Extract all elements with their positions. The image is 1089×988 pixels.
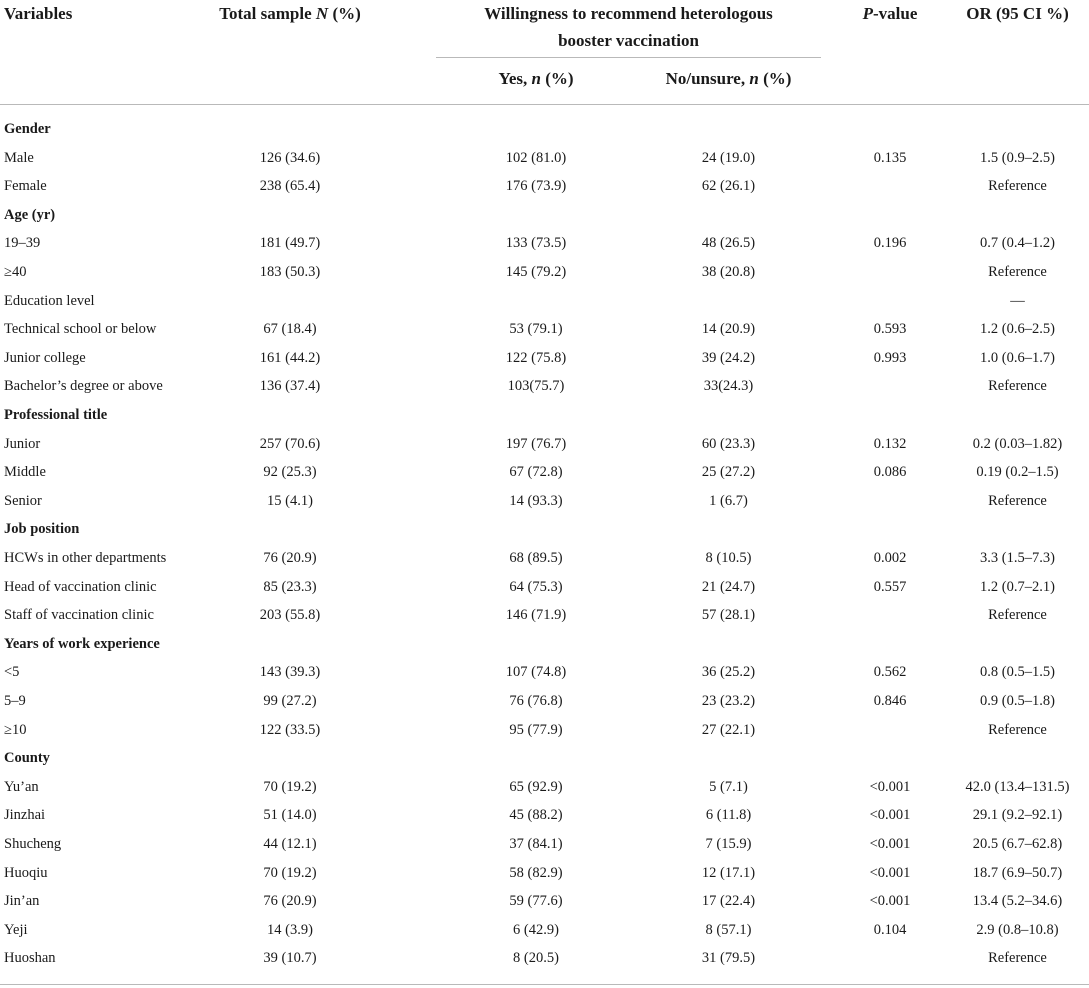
cell-yes: 107 (74.8)	[505, 664, 567, 681]
cell-total: 67 (18.4)	[263, 321, 317, 338]
cell-p: 0.593	[873, 321, 907, 338]
cell-no: 24 (19.0)	[701, 149, 756, 166]
cell-yes: 133 (73.5)	[505, 235, 567, 252]
section-header-row	[0, 745, 1089, 774]
cell-label: Yu’an	[4, 778, 39, 795]
cell-or: 0.19 (0.2–1.5)	[976, 464, 1059, 481]
cell-total: 15 (4.1)	[267, 492, 313, 509]
cell-p: 0.846	[873, 693, 907, 709]
table-row	[0, 288, 1089, 317]
cell-label: 19–39	[4, 235, 41, 252]
cell-total: 39 (10.7)	[263, 950, 317, 967]
section-header-row	[0, 202, 1089, 231]
cell-label: Female	[4, 178, 47, 195]
cell-no: 33(24.3)	[703, 378, 754, 395]
cell-label: HCWs in other departments	[4, 550, 167, 566]
section-title: County	[4, 750, 50, 767]
cell-total: 76 (20.9)	[263, 893, 317, 910]
cell-total: 92 (25.3)	[263, 464, 317, 481]
cell-label: 5–9	[4, 693, 26, 709]
table-row	[0, 173, 1089, 202]
cell-label: Bachelor’s degree or above	[4, 378, 163, 395]
cell-label: Middle	[4, 464, 46, 481]
cell-or: 0.7 (0.4–1.2)	[980, 235, 1055, 252]
table-row	[0, 688, 1089, 717]
cell-label: Huoqiu	[4, 864, 48, 881]
header-variables-label: Variables	[4, 4, 73, 23]
header-no	[636, 65, 821, 92]
table-row	[0, 259, 1089, 288]
cell-total: 203 (55.8)	[259, 607, 321, 624]
cell-yes: 37 (84.1)	[509, 836, 563, 852]
header-pvalue	[845, 0, 935, 27]
cell-p: <0.001	[869, 807, 911, 824]
cell-label: Staff of vaccination clinic	[4, 607, 154, 624]
table-row	[0, 545, 1089, 574]
section-header-row	[0, 116, 1089, 145]
cell-p: 0.132	[873, 435, 907, 452]
cell-no: 57 (28.1)	[701, 607, 756, 624]
cell-or: 2.9 (0.8–10.8)	[976, 921, 1059, 938]
cell-yes: 59 (77.6)	[509, 893, 563, 910]
cell-p: <0.001	[869, 893, 911, 910]
cell-no: 62 (26.1)	[701, 178, 756, 195]
cell-or: Reference	[988, 721, 1047, 738]
section-header-row	[0, 402, 1089, 431]
table-row	[0, 917, 1089, 946]
table-row	[0, 373, 1089, 402]
cell-total: 51 (14.0)	[263, 807, 317, 824]
cell-yes: 197 (76.7)	[505, 435, 567, 452]
cell-total: 238 (65.4)	[259, 178, 321, 195]
section-title: Professional title	[4, 407, 108, 423]
cell-p: 0.104	[873, 921, 907, 938]
cell-label: Technical school or below	[4, 321, 157, 338]
header-total-unit: (%)	[328, 4, 361, 23]
cell-or: Reference	[988, 378, 1047, 395]
section-title: Years of work experience	[4, 635, 160, 652]
cell-yes: 122 (75.8)	[505, 349, 567, 366]
cell-label: Head of vaccination clinic	[4, 578, 157, 595]
cell-label: Yeji	[4, 921, 28, 938]
header-total-label: Total sample	[219, 4, 316, 23]
cell-p: <0.001	[869, 778, 911, 795]
cell-no: 23 (23.2)	[701, 693, 756, 709]
cell-no: 21 (24.7)	[701, 578, 756, 595]
cell-total: 143 (39.3)	[259, 664, 321, 681]
header-yes-var: n	[531, 69, 541, 88]
cell-label: Jin’an	[4, 893, 40, 910]
section-header-row	[0, 631, 1089, 660]
cell-yes: 103(75.7)	[507, 378, 565, 395]
table-row	[0, 888, 1089, 917]
cell-no: 60 (23.3)	[701, 435, 756, 452]
cell-yes: 14 (93.3)	[509, 492, 563, 509]
cell-total: 161 (44.2)	[259, 349, 321, 366]
cell-total: 85 (23.3)	[263, 578, 317, 595]
cell-no: 25 (27.2)	[701, 464, 756, 481]
table-bottom-rule	[0, 984, 1089, 985]
cell-or: —	[1010, 292, 1025, 309]
cell-or: 1.2 (0.6–2.5)	[980, 321, 1055, 338]
cell-label: <5	[4, 664, 20, 681]
cell-no: 27 (22.1)	[701, 721, 756, 738]
cell-yes: 146 (71.9)	[505, 607, 567, 624]
table-row	[0, 802, 1089, 831]
header-willingness-line2: booster vaccination	[558, 31, 699, 50]
cell-label: Male	[4, 149, 34, 166]
table-row	[0, 431, 1089, 460]
header-subrule	[436, 57, 821, 58]
cell-total: 181 (49.7)	[259, 235, 321, 252]
header-total-var: N	[315, 4, 329, 23]
header-or	[950, 0, 1085, 27]
cell-label: Education level	[4, 292, 95, 309]
cell-label: Junior college	[4, 349, 86, 366]
table-row	[0, 145, 1089, 174]
cell-p: 0.086	[873, 464, 907, 481]
cell-total: 99 (27.2)	[263, 693, 317, 709]
table-row	[0, 488, 1089, 517]
section-header-row	[0, 516, 1089, 545]
cell-or: 1.5 (0.9–2.5)	[980, 149, 1055, 166]
cell-yes: 65 (92.9)	[509, 778, 563, 795]
cell-total: 70 (19.2)	[263, 778, 317, 795]
cell-or: 18.7 (6.9–50.7)	[972, 864, 1063, 881]
header-willingness	[436, 0, 821, 54]
cell-yes: 102 (81.0)	[505, 149, 567, 166]
cell-p: 0.135	[873, 149, 907, 166]
cell-no: 8 (57.1)	[705, 921, 752, 938]
cell-no: 1 (6.7)	[709, 492, 748, 509]
cell-p: 0.002	[873, 550, 907, 566]
table-row	[0, 860, 1089, 889]
cell-no: 48 (26.5)	[701, 235, 756, 252]
cell-no: 38 (20.8)	[701, 264, 756, 280]
table-row	[0, 774, 1089, 803]
header-pvalue-var: P	[862, 4, 873, 23]
cell-yes: 95 (77.9)	[509, 721, 563, 738]
cell-no: 12 (17.1)	[701, 864, 756, 881]
cell-no: 6 (11.8)	[705, 807, 752, 824]
table-row	[0, 574, 1089, 603]
cell-no: 14 (20.9)	[701, 321, 756, 338]
cell-yes: 145 (79.2)	[505, 264, 567, 280]
header-pvalue-label: -value	[873, 4, 918, 23]
table-row	[0, 831, 1089, 860]
cell-or: 1.0 (0.6–1.7)	[980, 349, 1055, 366]
header-no-var: n	[749, 69, 759, 88]
cell-yes: 176 (73.9)	[505, 178, 567, 195]
cell-or: 0.8 (0.5–1.5)	[980, 664, 1055, 681]
cell-label: Jinzhai	[4, 807, 46, 824]
cell-or: 0.9 (0.5–1.8)	[980, 693, 1055, 709]
cell-or: Reference	[988, 950, 1047, 967]
cell-no: 8 (10.5)	[705, 550, 752, 566]
cell-total: 257 (70.6)	[259, 435, 321, 452]
cell-total: 126 (34.6)	[259, 149, 321, 166]
cell-p: 0.557	[873, 578, 907, 595]
cell-p: <0.001	[869, 864, 911, 881]
section-title: Gender	[4, 121, 51, 137]
cell-or: Reference	[988, 492, 1047, 509]
cell-label: Shucheng	[4, 836, 62, 852]
cell-p: <0.001	[869, 836, 911, 852]
cell-yes: 68 (89.5)	[509, 550, 563, 566]
cell-no: 17 (22.4)	[701, 893, 756, 910]
header-yes-label: Yes,	[498, 69, 532, 88]
cell-yes: 53 (79.1)	[509, 321, 563, 338]
cell-p: 0.196	[873, 235, 907, 252]
cell-p: 0.562	[873, 664, 907, 681]
table-row	[0, 345, 1089, 374]
cell-total: 44 (12.1)	[263, 836, 317, 852]
cell-label: Junior	[4, 435, 41, 452]
cell-or: 1.2 (0.7–2.1)	[980, 578, 1055, 595]
table-row	[0, 602, 1089, 631]
cell-or: Reference	[988, 178, 1047, 195]
cell-or: 0.2 (0.03–1.82)	[972, 435, 1063, 452]
table-row	[0, 459, 1089, 488]
table-row	[0, 659, 1089, 688]
cell-label: Huoshan	[4, 950, 56, 967]
cell-total: 70 (19.2)	[263, 864, 317, 881]
header-willingness-line1: Willingness to recommend heterologous	[484, 4, 773, 23]
cell-yes: 58 (82.9)	[509, 864, 563, 881]
table-row	[0, 945, 1089, 974]
cell-yes: 45 (88.2)	[509, 807, 563, 824]
cell-total: 14 (3.9)	[267, 921, 313, 938]
section-title: Age (yr)	[4, 206, 56, 223]
cell-total: 122 (33.5)	[259, 721, 321, 738]
section-title: Job position	[4, 521, 80, 538]
cell-or: Reference	[988, 264, 1047, 280]
cell-total: 183 (50.3)	[259, 264, 321, 280]
cell-or: 29.1 (9.2–92.1)	[972, 807, 1063, 824]
cell-label: ≥40	[4, 264, 27, 280]
cell-or: 13.4 (5.2–34.6)	[972, 893, 1063, 910]
cell-no: 39 (24.2)	[701, 349, 756, 366]
table-row	[0, 230, 1089, 259]
cell-p: 0.993	[873, 349, 907, 366]
header-or-label: OR (95 CI %)	[966, 4, 1069, 23]
table-row	[0, 316, 1089, 345]
cell-yes: 67 (72.8)	[509, 464, 563, 481]
header-yes-unit: (%)	[540, 69, 574, 88]
cell-no: 36 (25.2)	[701, 664, 756, 681]
table-row	[0, 717, 1089, 746]
cell-label: ≥10	[4, 721, 27, 738]
header-variables	[4, 0, 72, 27]
cell-no: 31 (79.5)	[701, 950, 756, 967]
cell-or: 3.3 (1.5–7.3)	[980, 550, 1055, 566]
cell-yes: 6 (42.9)	[513, 921, 559, 938]
cell-or: 20.5 (6.7–62.8)	[972, 836, 1063, 852]
cell-total: 76 (20.9)	[263, 550, 317, 566]
cell-or: 42.0 (13.4–131.5)	[965, 778, 1070, 795]
cell-no: 7 (15.9)	[705, 836, 752, 852]
cell-total: 136 (37.4)	[259, 378, 321, 395]
cell-yes: 8 (20.5)	[513, 950, 559, 967]
cell-label: Senior	[4, 492, 42, 509]
header-bottom-rule	[0, 104, 1089, 105]
header-no-unit: (%)	[758, 69, 792, 88]
header-yes	[436, 65, 636, 92]
header-no-label: No/unsure,	[665, 69, 750, 88]
cell-no: 5 (7.1)	[709, 778, 748, 795]
cell-or: Reference	[988, 607, 1047, 624]
header-total-sample	[205, 0, 375, 27]
cell-yes: 64 (75.3)	[509, 578, 563, 595]
cell-yes: 76 (76.8)	[509, 693, 563, 709]
